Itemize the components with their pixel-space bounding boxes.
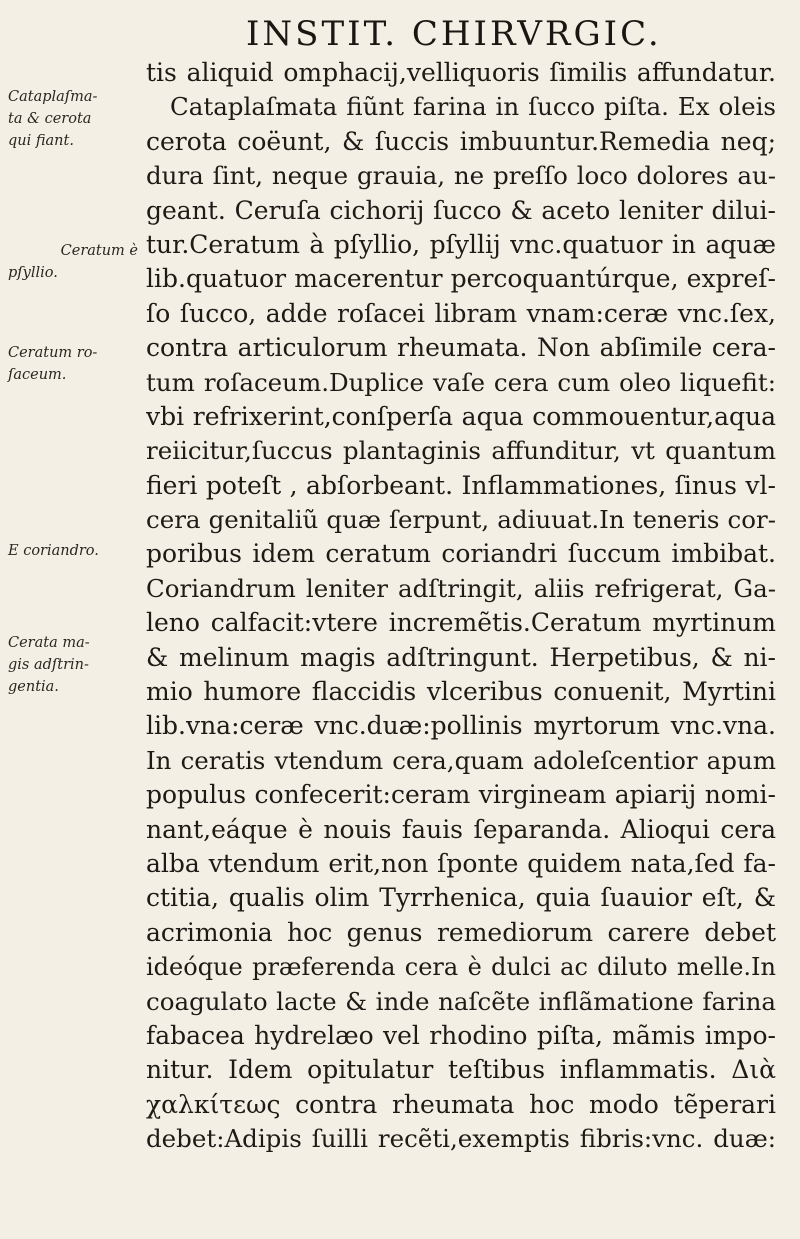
text-line: Coriandrum leniter adſtringit, aliis refrigerat, Ga-	[146, 573, 776, 603]
text-line: poribus idem ceratum coriandri ſuccum imbibat.	[146, 539, 776, 569]
margin-note-line: ſaceum.	[8, 367, 67, 383]
text-line: ideóque præferenda cera è dulci ac diluto melle.In	[146, 953, 776, 982]
text-line: cera genitaliũ quæ ſerpunt, adiuuat.In teneris cor-	[146, 505, 776, 535]
main-text-block	[146, 56, 776, 1157]
text-line: alba vtendum erit,non ſponte quidem nata,ſed fa-	[146, 848, 776, 878]
text-line: fabacea hydrelæo vel rhodino piſta, mãmis impo-	[146, 1020, 776, 1050]
text-line: vbi refrixerint,conſperſa aqua commouentur,aqua	[146, 401, 776, 431]
margin-note-line: Ceratum è	[60, 243, 138, 259]
running-head: INSTIT. CHIRVRGIC.	[246, 14, 662, 54]
text-line: & melinum magis adſtringunt. Herpetibus, & ni-	[146, 642, 776, 672]
text-line: contra articulorum rheumata. Non abſimile cera-	[146, 333, 776, 363]
text-line: geant. Ceruſa cichorij ſucco & aceto leniter dilui-	[146, 195, 776, 225]
text-line: tum roſaceum.Duplice vaſe cera cum oleo liquefit:	[146, 367, 776, 397]
margin-note-coriandro	[8, 540, 140, 562]
margin-note-ceratum-rosaceum	[8, 342, 140, 386]
margin-note-line: qui fiant.	[8, 133, 74, 149]
text-line: nant,eáque è nouis fauis ſeparanda. Alioqui cera	[146, 814, 776, 844]
text-line: tis aliquid omphacij,velliquoris ſimilis affundatur.	[146, 58, 776, 87]
margin-note-line: Cataplaſma-	[8, 89, 98, 105]
text-line: cerota coëunt, & ſuccis imbuuntur.Remedia neq;	[146, 126, 776, 156]
margin-note-line: gis adſtrin-	[8, 657, 89, 673]
text-line: lib.vna:ceræ vnc.duæ:pollinis myrtorum vnc.vna.	[146, 711, 776, 741]
margin-note-line: ta & cerota	[8, 111, 92, 127]
margin-note-line: E coriandro.	[8, 543, 99, 559]
text-line: χαλκίτεως contra rheumata hoc modo tẽperari	[146, 1089, 776, 1119]
margin-note-ceratum-psyllio	[8, 240, 140, 284]
text-line: reiicitur,ſuccus plantaginis affunditur, vt quantum	[146, 436, 776, 466]
text-line: debet:Adipis ſuilli recẽti,exemptis fibris:vnc. duæ:	[146, 1124, 776, 1154]
margin-note-line: gentia.	[8, 679, 59, 695]
text-line: ſo ſucco, adde roſacei libram vnam:ceræ vnc.ſex,	[146, 298, 776, 328]
text-line: ctitia, qualis olim Tyrrhenica, quia ſuauior eſt, &	[146, 883, 776, 913]
margin-note-line: pſyllio.	[8, 265, 58, 281]
text-line: tur.Ceratum à pſyllio, pſyllij vnc.quatuor in aquæ	[146, 229, 776, 259]
text-line: fieri poteſt , abſorbeant. Inflammationes, ſinus vl-	[146, 470, 776, 500]
text-line: nitur. Idem opitulatur teſtibus inflammatis. Διὰ	[146, 1055, 776, 1085]
margin-note-cerata-adstringentia	[8, 632, 140, 698]
text-line: dura ſint, neque grauia, ne preſſo loco dolores au-	[146, 161, 776, 191]
margin-note-cataplasma	[8, 86, 140, 152]
text-line: Cataplaſmata fiũnt farina in ſucco piſta. Ex oleis	[170, 92, 776, 122]
margin-note-line: Ceratum ro-	[8, 345, 98, 361]
text-line: populus confecerit:ceram virgineam apiarij nomi-	[146, 780, 776, 810]
text-line: In ceratis vtendum cera,quam adoleſcentior apum	[146, 745, 776, 775]
text-line: coagulato lacte & inde naſcẽte inflãmatione farina	[146, 986, 776, 1016]
text-line: leno calfacit:vtere incremẽtis.Ceratum myrtinum	[146, 608, 776, 638]
text-line: mio humore flaccidis vlceribus conuenit, Myrtini	[146, 677, 776, 707]
margin-note-line: Cerata ma-	[8, 635, 90, 651]
text-line: acrimonia hoc genus remediorum carere debet	[146, 917, 776, 947]
text-line: lib.quatuor macerentur percoquantúrque, expreſ-	[146, 264, 776, 294]
